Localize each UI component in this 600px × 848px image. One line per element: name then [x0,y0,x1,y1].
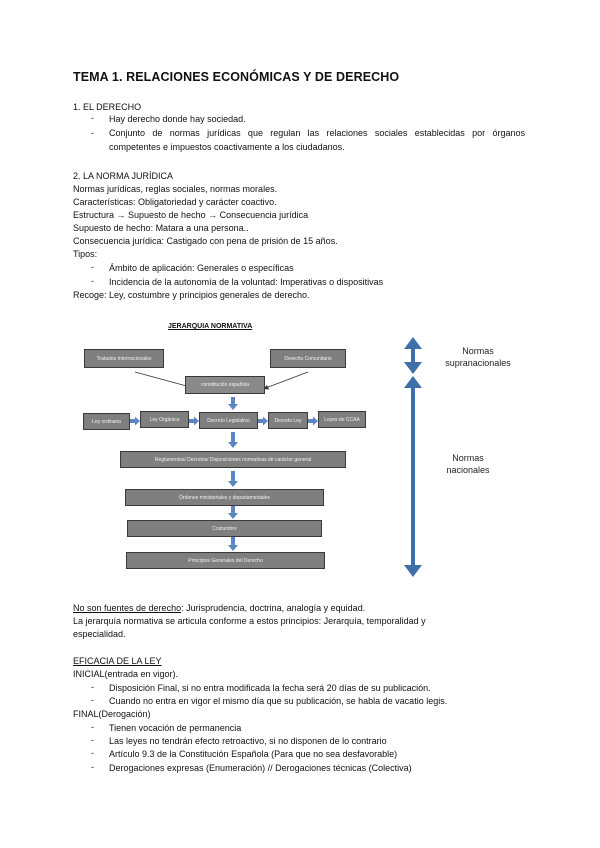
eficacia-final: FINAL(Derogación) [73,709,151,719]
arrow-down-3 [228,471,238,487]
diagram-title: JERARQUIA NORMATIVA [168,323,253,330]
inicial-bullet-1: Disposición Final, si no entra modificada la fecha será 20 días de su publicación. [109,683,431,693]
section2-line-3: Estructura → Supuesto de hecho → Consecuencia jurídica [73,210,309,220]
page-title: TEMA 1. RELACIONES ECONÓMICAS Y DE DERECHO [73,70,400,84]
fuentes-line [73,602,365,614]
bullet-marker: - [91,735,94,745]
box-decreto-legislativo: Decreto Legislativo [199,412,258,429]
bullet-marker: - [91,722,94,732]
scope-arrows [404,337,422,577]
final-bullet-2: Las leyes no tendrán efecto retroactivo, si no disponen de lo contrario [109,736,387,746]
jerarquia-line: La jerarquía normativa se articula conforme a estos principios: Jerarquía, temporalidad y especialidad. [73,616,426,639]
box-leyes-ccaa: Leyes de CCAA [318,411,366,428]
final-bullet-1: Tienen vocación de permanencia [109,723,242,733]
bullet-marker: - [91,762,94,772]
tipos-item-1: Ámbito de aplicación: Generales o específicas [109,263,294,273]
box-derecho-comunitario: Derecho Comunitario [270,349,346,368]
recoge-line: Recoge: Ley, costumbre y principios generales de derecho. [73,290,310,300]
bullet-marker: - [91,128,94,138]
arrow-right-3 [258,417,268,426]
section2-heading: 2. LA NORMA JURÍDICA [73,171,174,181]
final-bullet-4: Derogaciones expresas (Enumeración) // Derogaciones técnicas (Colectiva) [109,763,412,773]
box-ordenes: Órdenes ministeriales y departamentales [125,489,324,506]
bullet-marker: - [91,695,94,705]
box-ley-organica: Ley Orgánica [140,411,189,428]
supra-arrow-head-down [404,362,422,374]
final-bullet-3: Artículo 9.3 de la Constitución Española (Para que no sea desfavorable) [109,749,398,759]
supra-arrow-head-up [404,337,422,349]
fuentes-rest: : Jurisprudencia, doctrina, analogía y equidad. [181,603,366,613]
section1-heading: 1. EL DERECHO [73,102,142,112]
arrow-right-2 [189,417,199,426]
section1-bullet-2: Conjunto de normas jurídicas que regulan las relaciones sociales establecidas por órganos competentes e impuestos coactivamente a los ciudadanos. [109,128,525,152]
box-decreto-ley: Decreto Ley [268,412,308,429]
fuentes-underlined: No son fuentes de derecho [73,603,182,613]
bullet-marker: - [91,262,94,272]
label-normas-supranacionales: Normas supranacionales [445,346,511,368]
label-normas-nacionales: Normas nacionales [446,453,490,475]
section2-line-5: Consecuencia jurídica: Castigado con pena de prisión de 15 años. [73,236,338,246]
section2-line-2: Características: Obligatoriedad y carácter coactivo. [73,197,277,207]
arrow-down-5 [228,537,238,551]
box-reglamentos: Reglamentos/ Decretos/ Disposiciones normativas de carácter general [120,451,346,468]
arrow-down-4 [228,505,238,519]
nacional-arrow-head-up [404,376,422,388]
arrow-down-2 [228,432,238,448]
nacional-arrow-head-down [404,565,422,577]
arrow-right-1 [130,417,140,426]
box-constitucion: constitución española [185,376,265,394]
bullet-marker: - [91,748,94,758]
arrow-right-4 [308,417,318,426]
section1-bullet-1: Hay derecho donde hay sociedad. [109,114,246,124]
box-ley-ordinaria: Ley ordinaria [83,413,130,430]
section2-line-4: Supuesto de hecho: Matara a una persona.. [73,223,249,233]
tipos-item-2: Incidencia de la autonomía de la voluntad: Imperativas o dispositivas [109,277,384,287]
inicial-bullet-2: Cuando no entra en vigor el mismo día que su publicación, se habla de vacatio legis. [109,696,448,706]
bullet-marker: - [91,113,94,123]
section2-line-6: Tipos: [73,249,98,259]
eficacia-inicial: INICIAL(entrada en vigor). [73,669,179,679]
bullet-marker: - [91,682,94,692]
arrow-down-1 [228,397,238,410]
box-tratados-internacionales: Tratados Internacionales [84,349,164,368]
arrow-comunitario-to-constitucion [263,372,308,389]
box-costumbre: Costumbre [127,520,322,537]
box-principios-generales: Principios Generales del Derecho [126,552,325,569]
section2-line-1: Normas jurídicas, reglas sociales, normas morales. [73,184,278,194]
bullet-marker: - [91,276,94,286]
eficacia-heading: EFICACIA DE LA LEY [73,656,162,666]
